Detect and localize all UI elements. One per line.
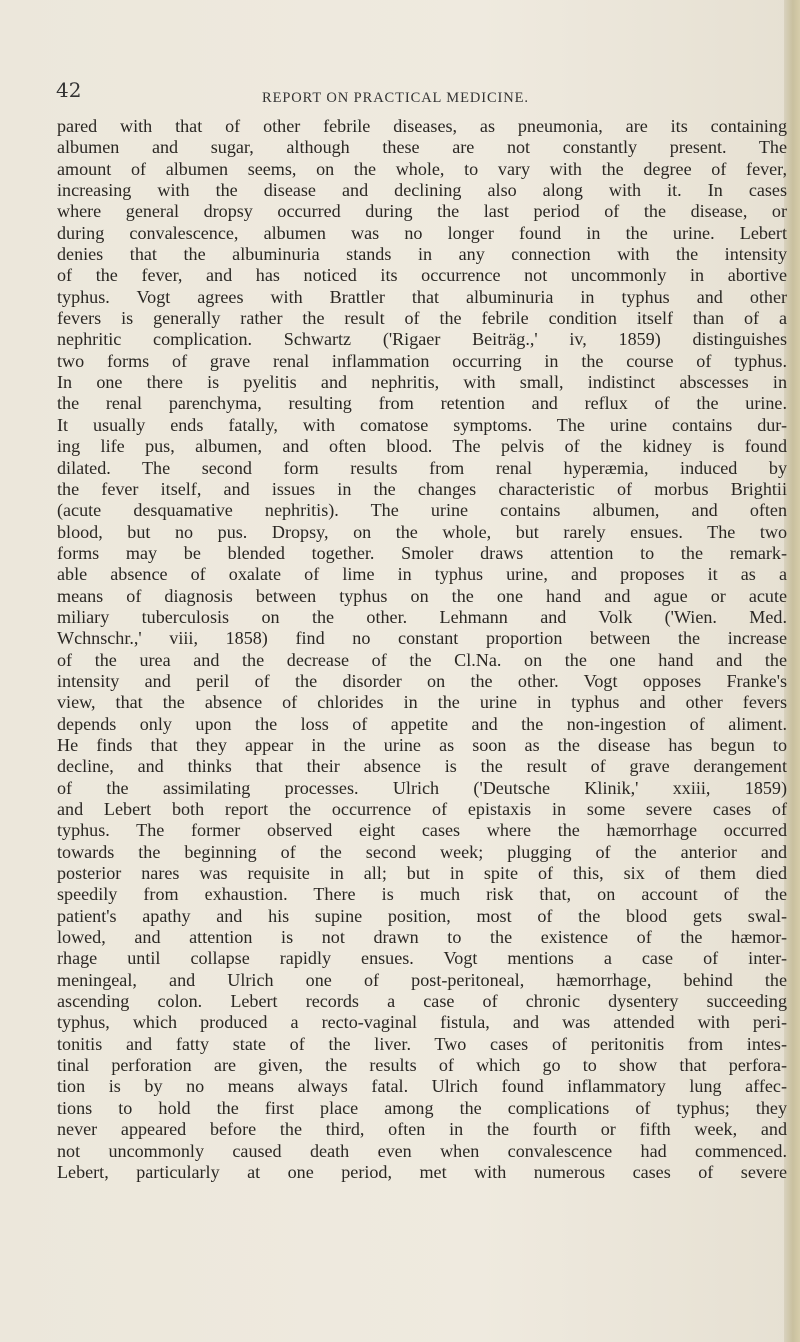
text-line: tions to hold the first place among the complications of typhus; they (57, 1097, 787, 1118)
text-line: meningeal, and Ulrich one of post-peritoneal, hæmorrhage, behind the (57, 969, 787, 990)
text-line: He finds that they appear in the urine as soon as the disease has begun to (57, 734, 787, 755)
text-line: It usually ends fatally, with comatose symptoms. The urine contains dur- (57, 414, 787, 435)
text-line: typhus. The former observed eight cases where the hæmorrhage occurred (57, 820, 787, 841)
text-line: tonitis and fatty state of the liver. Two cases of peritonitis from intes- (57, 1033, 787, 1054)
text-line: fevers is generally rather the result of the febrile condition itself than of a (57, 308, 787, 329)
text-line: rhage until collapse rapidly ensues. Vogt mentions a case of inter- (57, 948, 787, 969)
page-number: 42 (56, 78, 82, 102)
text-line: never appeared before the third, often in the fourth or fifth week, and (57, 1119, 787, 1140)
text-line: depends only upon the loss of appetite and the non-ingestion of aliment. (57, 713, 787, 734)
text-line: of the assimilating processes. Ulrich ('Deutsche Klinik,' xxiii, 1859) (57, 777, 787, 798)
text-line: the renal parenchyma, resulting from retention and reflux of the urine. (57, 393, 787, 414)
text-line: nephritic complication. Schwartz ('Rigaer Beiträg.,' iv, 1859) distinguishes (57, 329, 787, 350)
text-line: ascending colon. Lebert records a case of chronic dysentery succeeding (57, 991, 787, 1012)
text-line: miliary tuberculosis on the other. Lehmann and Volk ('Wien. Med. (57, 606, 787, 627)
body-text (57, 116, 787, 1205)
text-line: of the fever, and has noticed its occurrence not uncommonly in abortive (57, 265, 787, 286)
text-line: during convalescence, albumen was no longer found in the urine. Lebert (57, 222, 787, 243)
text-line: In one there is pyelitis and nephritis, with small, indistinct abscesses in (57, 372, 787, 393)
text-line: Lebert, particularly at one period, met with numerous cases of severe (57, 1161, 787, 1182)
text-line: ing life pus, albumen, and often blood. The pelvis of the kidney is found (57, 436, 787, 457)
text-line: towards the beginning of the second week; plugging of the anterior and (57, 841, 787, 862)
running-head: REPORT ON PRACTICAL MEDICINE. (262, 90, 529, 106)
text-line: blood, but no pus. Dropsy, on the whole, but rarely ensues. The two (57, 521, 787, 542)
text-line: speedily from exhaustion. There is much risk that, on account of the (57, 884, 787, 905)
text-line: tion is by no means always fatal. Ulrich found inflammatory lung affec- (57, 1076, 787, 1097)
text-line: typhus. Vogt agrees with Brattler that albuminuria in typhus and other (57, 286, 787, 307)
text-line: Wchnschr.,' viii, 1858) find no constant proportion between the increase (57, 628, 787, 649)
text-line: tinal perforation are given, the results of which go to show that perfora- (57, 1055, 787, 1076)
text-line: intensity and peril of the disorder on the other. Vogt opposes Franke's (57, 670, 787, 691)
text-line: patient's apathy and his supine position, most of the blood gets swal- (57, 905, 787, 926)
text-line: amount of albumen seems, on the whole, to vary with the degree of fever, (57, 158, 787, 179)
text-line: two forms of grave renal inflammation occurring in the course of typhus. (57, 350, 787, 371)
text-line: of the urea and the decrease of the Cl.Na. on the one hand and the (57, 649, 787, 670)
text-line: able absence of oxalate of lime in typhus urine, and proposes it as a (57, 564, 787, 585)
text-line: typhus, which produced a recto-vaginal fistula, and was attended with peri- (57, 1012, 787, 1033)
text-line: (acute desquamative nephritis). The urine contains albumen, and often (57, 500, 787, 521)
text-line: denies that the albuminuria stands in any connection with the intensity (57, 244, 787, 265)
text-line: the fever itself, and issues in the changes characteristic of morbus Brightii (57, 478, 787, 499)
text-line: dilated. The second form results from renal hyperæmia, induced by (57, 457, 787, 478)
text-line: albumen and sugar, although these are not constantly present. The (57, 137, 787, 158)
text-line: and Lebert both report the occurrence of epistaxis in some severe cases of (57, 799, 787, 819)
text-line: increasing with the disease and declining also along with it. In cases (57, 180, 787, 201)
text-line: not uncommonly caused death even when convalescence had commenced. (57, 1140, 787, 1161)
text-line: means of diagnosis between typhus on the one hand and ague or acute (57, 585, 787, 606)
text-line: where general dropsy occurred during the last period of the disease, or (57, 201, 787, 222)
text-line: lowed, and attention is not drawn to the existence of the hæmor- (57, 927, 787, 948)
text-line (57, 1183, 787, 1204)
text-line: posterior nares was requisite in all; but in spite of this, six of them died (57, 863, 787, 884)
text-line: view, that the absence of chlorides in the urine in typhus and other fevers (57, 692, 787, 713)
text-line: pared with that of other febrile diseases, as pneumonia, are its containing (57, 116, 787, 136)
text-line: forms may be blended together. Smoler draws attention to the remark- (57, 542, 787, 563)
text-line: decline, and thinks that their absence is the result of grave derangement (57, 756, 787, 777)
